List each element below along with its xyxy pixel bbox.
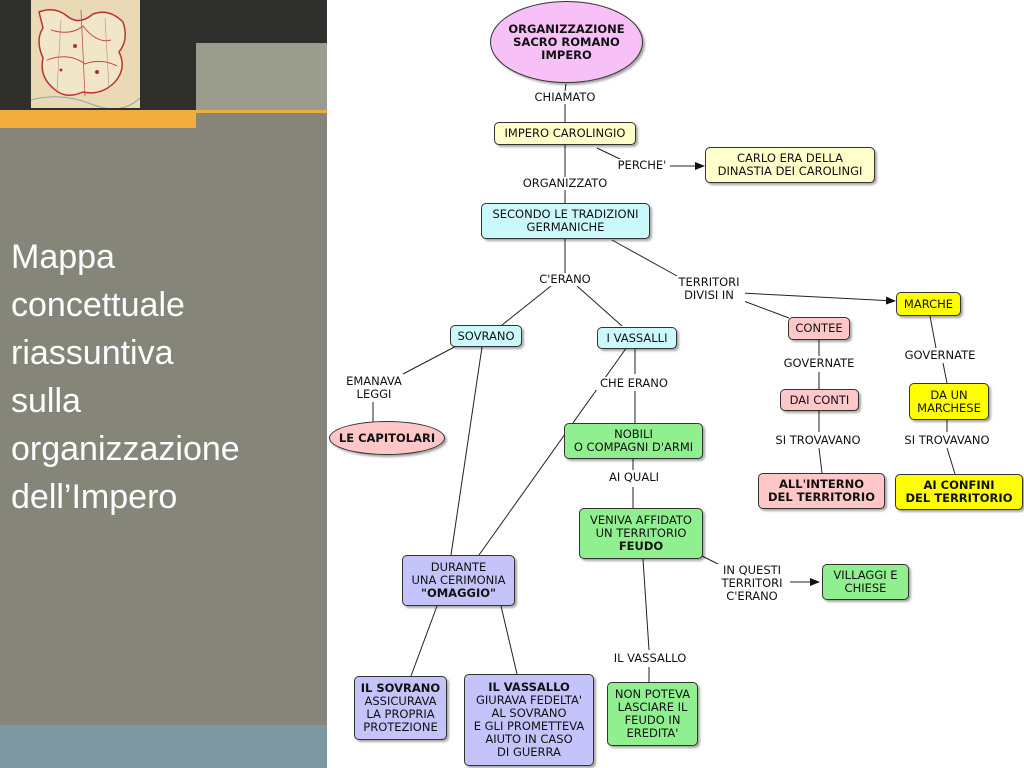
node-contee: CONTEE: [788, 317, 850, 340]
node-capitolari: LE CAPITOLARI: [329, 421, 445, 455]
label-governate-contee: GOVERNATE: [776, 357, 862, 370]
node-vassalli: I VASSALLI: [597, 327, 677, 349]
label-emanava: EMANAVA LEGGI: [343, 375, 405, 401]
label-aiquali: AI QUALI: [603, 471, 665, 484]
link-cerimonia-ilsovrano: [411, 606, 437, 676]
node-tradizioni: SECONDO LE TRADIZIONI GERMANICHE: [481, 203, 650, 239]
link-tradizioni-territori: [612, 240, 677, 276]
node-nobili: NOBILI O COMPAGNI D'ARMI: [564, 423, 703, 459]
node-cerimonia: DURANTE UNA CERIMONIA "OMAGGIO": [402, 555, 515, 606]
node-conti: DAI CONTI: [780, 389, 859, 411]
label-cheerano: CHE ERANO: [594, 377, 674, 390]
link-sitrovavano-interno: [819, 448, 822, 473]
orange-accent-line: [196, 110, 327, 113]
slide-title-line: organizzazione: [11, 430, 240, 468]
link-sovrano-emanava: [403, 343, 462, 374]
slide-title-line: dell’Impero: [11, 478, 178, 516]
link-territori-marche: [741, 293, 895, 301]
link-governate-marchese: [943, 363, 947, 383]
label-inquesti: IN QUESTI TERRITORI C'ERANO: [714, 564, 790, 603]
node-carolingio: IMPERO CAROLINGIO: [494, 122, 636, 145]
node-carlo: CARLO ERA DELLA DINASTIA DEI CAROLINGI: [705, 147, 875, 183]
antique-map-image: [31, 0, 140, 108]
node-feudo: VENIVA AFFIDATO UN TERRITORIO FEUDO: [579, 508, 703, 559]
label-sitrovavano-conti: SI TROVAVANO: [765, 434, 871, 447]
header-gray-block: [196, 43, 327, 110]
link-feudo-ilvassallo: [643, 559, 649, 650]
slide-title-line: riassuntiva: [11, 334, 174, 372]
bottom-blue-bar: [0, 725, 327, 768]
node-sovrano: SOVRANO: [450, 325, 522, 347]
link-cerano-vassalli: [577, 286, 622, 326]
label-cerano: C'ERANO: [536, 273, 594, 286]
node-marchese: DA UN MARCHESE: [909, 383, 989, 420]
link-cerano-sovrano: [502, 286, 551, 325]
node-nonpoteva: NON POTEVA LASCIARE IL FEUDO IN EREDITA': [607, 682, 698, 746]
node-marche: MARCHE: [896, 292, 961, 316]
link-sovrano-cerimonia: [451, 347, 482, 555]
node-confini: AI CONFINI DEL TERRITORIO: [895, 474, 1023, 510]
concept-map: [327, 0, 1024, 768]
node-interno: ALL'INTERNO DEL TERRITORIO: [758, 473, 885, 509]
link-territori-contee: [741, 300, 789, 318]
sidebar-panel: [0, 0, 327, 768]
link-sitrovavano-confini: [947, 448, 955, 474]
label-governate-marche: GOVERNATE: [897, 349, 983, 362]
label-organizzato: ORGANIZZATO: [516, 177, 614, 190]
node-villaggi: VILLAGGI E CHIESE: [822, 564, 909, 600]
label-sitrovavano-marchese: SI TROVAVANO: [894, 434, 1000, 447]
node-ilvassallo: IL VASSALLO GIURAVA FEDELTA' AL SOVRANO E GLI PROMETTEVA AIUTO IN CASO DI GUERRA: [464, 674, 594, 766]
link-marche-governate: [930, 316, 936, 348]
orange-accent-bar: [0, 110, 196, 128]
label-ilvassallo: IL VASSALLO: [605, 652, 695, 665]
label-territori: TERRITORI DIVISI IN: [673, 276, 745, 302]
label-chiamato: CHIAMATO: [527, 91, 603, 104]
link-cerimonia-ilvassallo: [501, 606, 517, 674]
slide-title-line: sulla: [11, 382, 81, 420]
label-perche: PERCHE': [614, 159, 670, 172]
node-root: ORGANIZZAZIONE SACRO ROMANO IMPERO: [490, 1, 643, 83]
slide-title: [11, 233, 316, 521]
slide-title-line: concettuale: [11, 286, 185, 324]
slide-title-line: Mappa: [11, 238, 115, 276]
node-ilsovrano: IL SOVRANO ASSICURAVA LA PROPRIA PROTEZIONE: [354, 676, 447, 740]
